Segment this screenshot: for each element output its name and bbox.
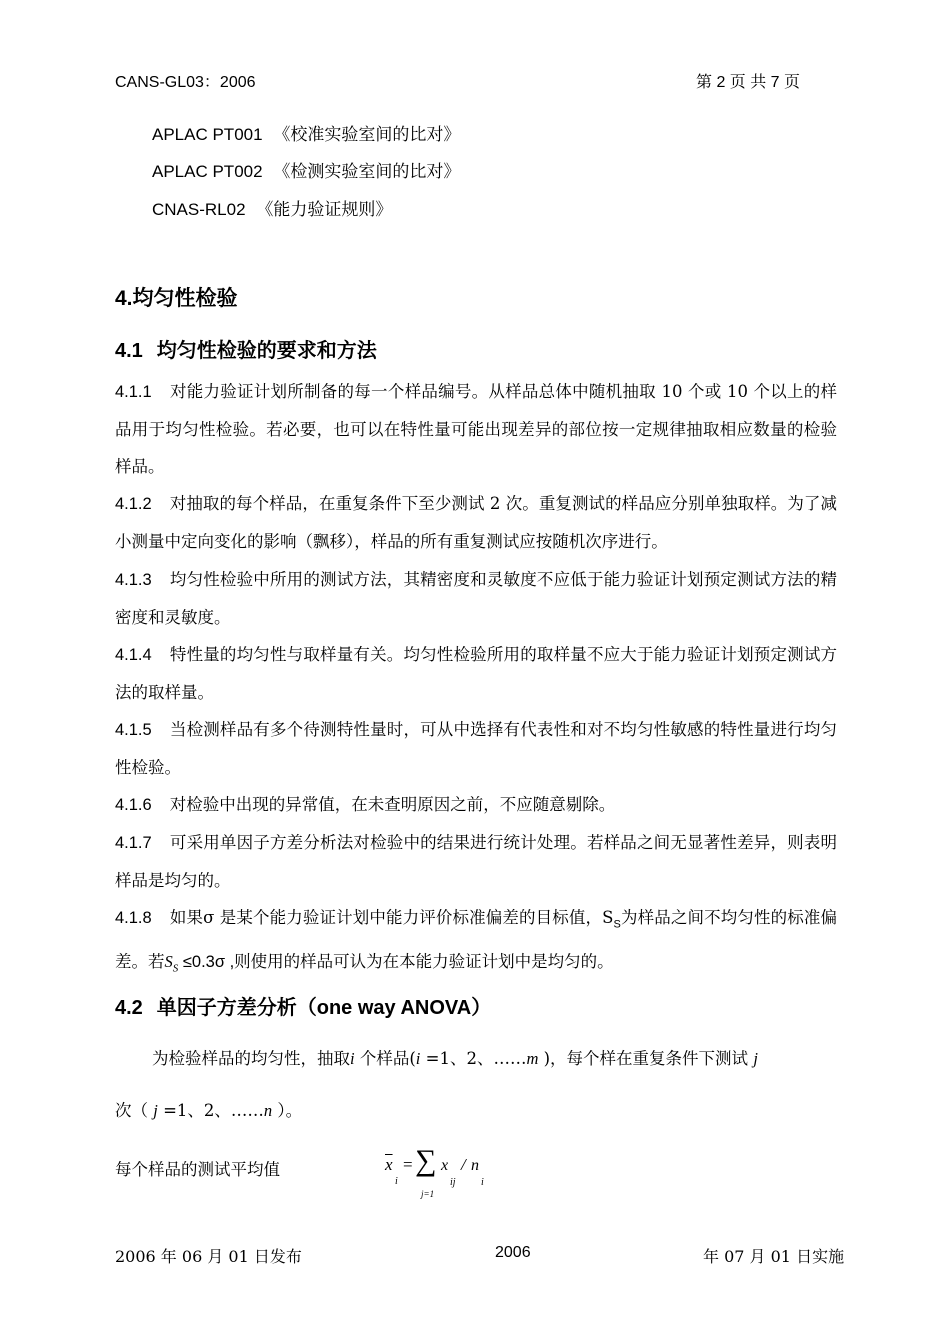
- clause-number: 4.1.8: [115, 909, 152, 927]
- text: =1、2、……: [157, 1101, 264, 1120]
- anova-intro-line1: [152, 1045, 758, 1069]
- formula-sub-i: i: [395, 1176, 398, 1187]
- section-title: 均匀性检验: [132, 285, 238, 310]
- page-info: 第 2 页 共 7 页: [696, 74, 801, 91]
- formula-sub-ni: i: [481, 1177, 484, 1188]
- formula-xbar: $\overline{x}$: [385, 1155, 393, 1174]
- section-heading: [115, 282, 238, 312]
- clause-text: 当检测样品有多个待测特性量时，可从中选择有代表性和对不均匀性敏感的特性量进行均匀性检验。: [115, 720, 837, 777]
- clause: [115, 824, 837, 899]
- subscript: S: [613, 918, 621, 931]
- reference-title: 《校准实验室间的比对》: [273, 125, 461, 145]
- clause-text: ≤0.3σ ,则使用的样品可认为在本能力验证计划中是均匀的。: [178, 953, 614, 972]
- formula-slash: /: [461, 1155, 466, 1174]
- formula-sigma: ∑: [415, 1144, 437, 1177]
- clause-text: 对抽取的每个样品，在重复条件下至少测试 2 次。重复测试的样品应分别单独取样。为了减小测量中定向变化的影响（飘移），样品的所有重复测试应按随机次序进行。: [115, 494, 837, 551]
- subsection-title-close: ）: [471, 995, 492, 1019]
- subscript: S: [172, 962, 179, 975]
- math-i: i: [350, 1049, 355, 1068]
- clause-text: 对能力验证计划所制备的每一个样品编号。从样品总体中随机抽取 10 个或 10 个以上的样品用于均匀性检验。若必要，也可以在特性量可能出现差异的部位按一定规律抽取相应数量的检验样品。: [115, 382, 837, 476]
- clause-text: 均匀性检验中所用的测试方法，其精密度和灵敏度不应低于能力验证计划预定测试方法的精密度和灵敏度。: [115, 570, 837, 627]
- formula-equals: =: [403, 1155, 413, 1174]
- clause-number: 4.1.6: [115, 796, 152, 814]
- clause-text: 如果σ 是某个能力验证计划中能力评价标准偏差的目标值，S: [169, 908, 614, 927]
- text: )，每个样在重复条件下测试: [538, 1049, 749, 1068]
- section-number: 4.: [115, 287, 133, 310]
- clause-number: 4.1.7: [115, 834, 152, 852]
- doc-code: CANS-GL03：2006: [115, 74, 256, 91]
- mean-label: 每个样品的测试平均值: [115, 1160, 280, 1179]
- reference-title: 《检测实验室间的比对》: [273, 162, 461, 182]
- reference-code: APLAC PT002: [152, 162, 263, 181]
- formula-x: x: [441, 1157, 449, 1174]
- math-n: n: [263, 1101, 273, 1120]
- math-j: j: [153, 1101, 158, 1120]
- reference-item: [152, 120, 460, 145]
- subsection-title-latin: one way ANOVA: [316, 997, 472, 1019]
- clause: [115, 711, 837, 786]
- clause-text: 可采用单因子方差分析法对检验中的结果进行统计处理。若样品之间无显著性差异，则表明样品是均匀的。: [115, 833, 837, 890]
- text: =1、2、……: [420, 1049, 527, 1068]
- reference-code: APLAC PT001: [152, 125, 263, 144]
- clause-text: 对检验中出现的异常值，在未查明原因之前，不应随意剔除。: [169, 795, 616, 814]
- math-symbol: S: [164, 952, 173, 972]
- math-i: i: [415, 1049, 421, 1068]
- math-m: m: [526, 1049, 539, 1068]
- clause-number: 4.1.3: [115, 571, 152, 589]
- formula-n: n: [471, 1157, 479, 1174]
- clause-text: 特性量的均匀性与取样量有关。均匀性检验所用的取样量不应大于能力验证计划预定测试方法的取样量。: [115, 645, 837, 702]
- clause: [115, 485, 837, 560]
- clause: [115, 899, 837, 988]
- subsection-title: 均匀性检验的要求和方法: [156, 338, 377, 362]
- reference-item: [152, 195, 392, 220]
- reference-title: 《能力验证规则》: [256, 200, 393, 220]
- clause-number: 4.1.2: [115, 495, 152, 513]
- math-j: j: [753, 1049, 758, 1068]
- subsection-number: 4.1: [115, 340, 143, 362]
- formula-sub-ij: ij: [450, 1177, 456, 1188]
- clause: [115, 786, 837, 824]
- footer-effective-date: 年 07 月 01 日实施: [703, 1247, 845, 1266]
- clause: [115, 373, 837, 485]
- reference-code: CNAS-RL02: [152, 200, 246, 219]
- footer-issue-date: 2006 年 06 月 01 日发布: [115, 1247, 302, 1266]
- mean-formula: [383, 1146, 523, 1206]
- clause-number: 4.1.5: [115, 721, 152, 739]
- anova-intro-line2: [115, 1097, 302, 1121]
- text: 为检验样品的均匀性，抽取: [152, 1049, 350, 1068]
- subsection-heading: [115, 991, 491, 1020]
- text: 次（: [115, 1101, 154, 1120]
- text: ）。: [272, 1101, 303, 1120]
- reference-item: [152, 157, 460, 182]
- clause: [115, 636, 837, 711]
- clause-number: 4.1.4: [115, 646, 152, 664]
- formula-lower-limit: j=1: [421, 1189, 435, 1199]
- text: 个样品(: [354, 1049, 416, 1068]
- clause: [115, 561, 837, 636]
- clause-text: 为样品之间不均匀性的标准偏差。若: [115, 908, 838, 972]
- clause-number: 4.1.1: [115, 383, 152, 401]
- footer-year: 2006: [495, 1244, 531, 1261]
- subsection-heading: [115, 334, 377, 363]
- subsection-number: 4.2: [115, 997, 143, 1019]
- subsection-title: 单因子方差分析（: [156, 995, 317, 1019]
